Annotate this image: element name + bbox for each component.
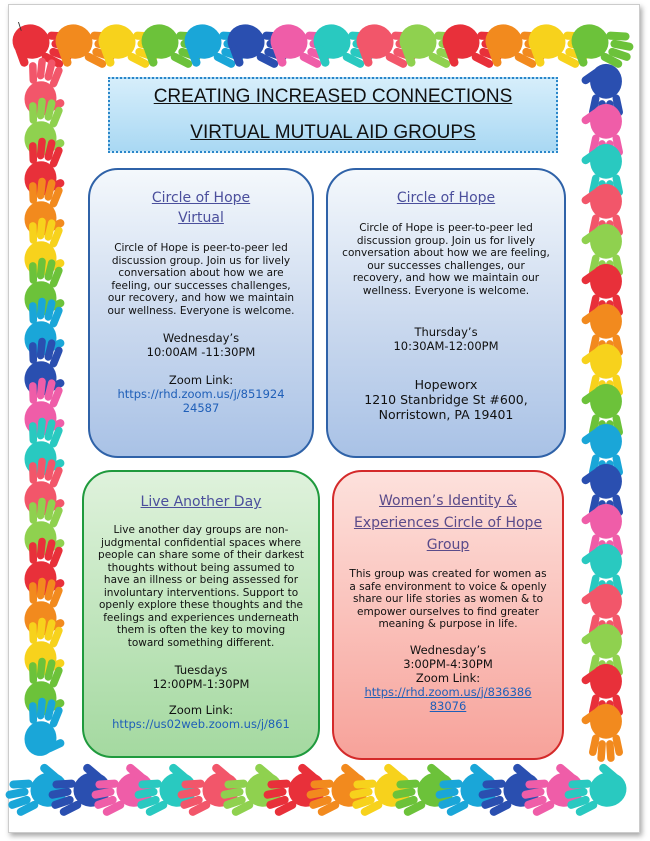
location-street: 1210 Stanbridge St #600, <box>364 392 528 407</box>
card-circle-of-hope-virtual <box>88 168 314 458</box>
meeting-day: Thursday’s <box>414 325 478 339</box>
card-description: This group was created for women as a safe environment to voice & openly share our life stories as women & to empower ourselves to find greater meaning & purpose in life. <box>349 568 547 630</box>
meeting-time: 12:00PM-1:30PM <box>152 677 250 691</box>
banner-line-2: VIRTUAL MUTUAL AID GROUPS <box>190 122 476 143</box>
zoom-link-line-1[interactable]: https://rhd.zoom.us/j/836386 <box>364 684 532 699</box>
card-title: Live Another Day <box>140 494 262 510</box>
card-description: Circle of Hope is peer-to-peer led discussion group. Join us for lively conversation about how we are feeling, our successes challenges, our recovery, and how we maintain our wellness. Everyone is welcome. <box>342 222 550 297</box>
card-description: Live another day groups are non-judgmental confidential spaces where people can share some of their darkest thoughts without being assumed to have an illness or being assessed for involuntary interventions. Support to openly explore these thoughts and the feelings and experiences underneath them is often the key to moving toward something different. <box>98 524 304 649</box>
card-womens-identity <box>332 470 564 760</box>
zoom-link-line-1[interactable]: https://us02web.zoom.us/j/861 <box>112 717 290 731</box>
zoom-link-line-2[interactable]: 83076 <box>429 698 467 713</box>
location-city: Norristown, PA 19401 <box>378 407 514 422</box>
card-description: Circle of Hope is peer-to-peer led discussion group. Join us for lively conversation about how we are feeling, our successes challenges, our recovery, and how we maintain our wellness. Everyone is welcome. <box>107 242 295 317</box>
banner-line-1: CREATING INCREASED CONNECTIONS <box>153 86 513 107</box>
zoom-link-label: Zoom Link: <box>168 373 234 387</box>
hand-print <box>580 704 624 762</box>
card-title-line-2: Virtual <box>178 210 224 226</box>
meeting-time: 10:00AM -11:30PM <box>146 345 256 359</box>
meeting-day: Wednesday’s <box>409 642 487 657</box>
card-title-line-2: Experiences Circle of Hope <box>353 515 543 531</box>
zoom-link-line-1[interactable]: https://rhd.zoom.us/j/851924 <box>117 387 285 401</box>
card-title: Circle of Hope <box>396 190 496 206</box>
zoom-link-label: Zoom Link: <box>415 670 481 685</box>
meeting-day: Wednesday’s <box>162 331 240 345</box>
header-banner <box>108 77 558 153</box>
zoom-link-label: Zoom Link: <box>168 703 234 717</box>
card-live-another-day <box>82 470 320 758</box>
zoom-link-line-2[interactable]: 24587 <box>182 401 220 415</box>
meeting-time: 3:00PM-4:30PM <box>403 656 493 671</box>
card-title: Women’s Identity & <box>379 493 517 509</box>
location-name: Hopeworx <box>414 377 478 392</box>
card-circle-of-hope <box>326 168 566 458</box>
card-title: Circle of Hope <box>151 190 251 206</box>
meeting-day: Tuesdays <box>174 663 228 677</box>
corner-mark: \ <box>18 20 22 33</box>
meeting-time: 10:30AM-12:00PM <box>393 339 499 353</box>
card-title-line-3: Group <box>426 537 470 553</box>
